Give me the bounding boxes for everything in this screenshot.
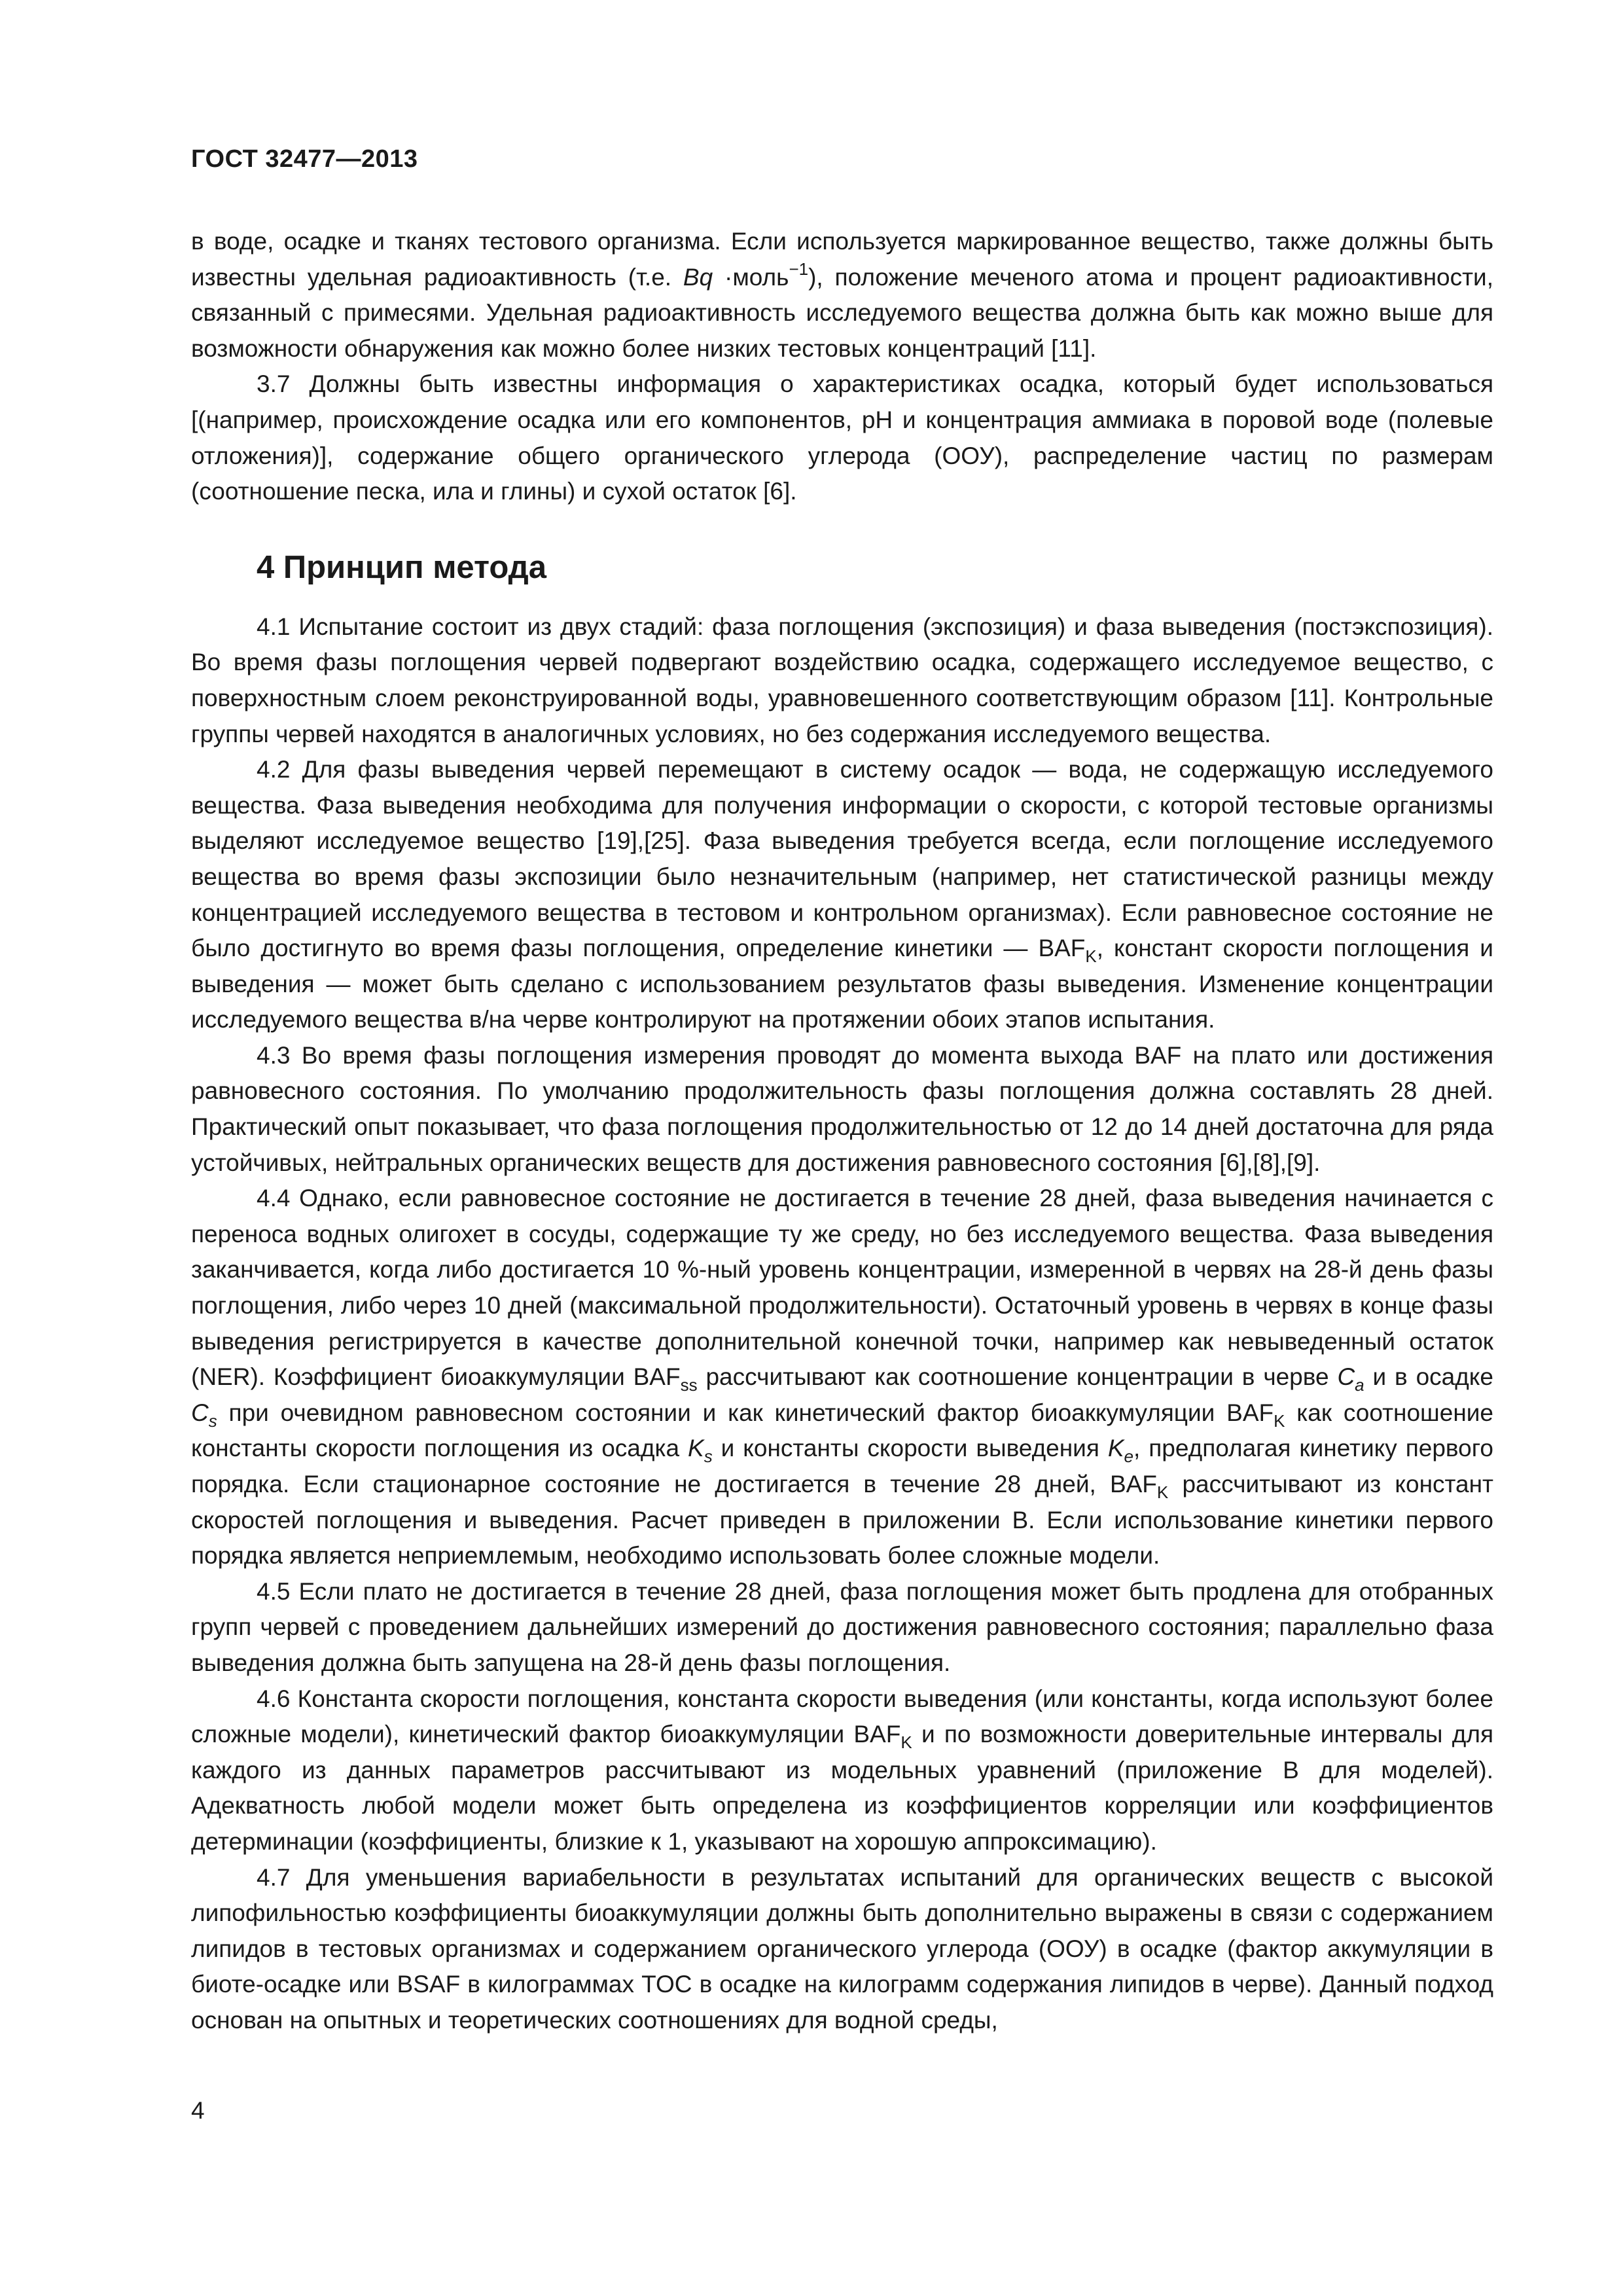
paragraph-4-2: 4.2 Для фазы выведения червей перемещают в систему осадок — вода, не содержащую исследуемого вещества. Фаза выведения необходима для получения информации о скорости, с которой тестовые организмы выделяют исследуемое вещество [19],[25]. Фаза выведения требуется всегда, если поглощение исследуемого вещества во время фазы экспозиции было незначительным (например, нет статистической разницы между концентрацией исследуемого вещества в тестовом и контрольном организмах). Если равновесное состояние не было достигнуто во время фазы поглощения, определение кинетики — $BAF_K$, констант скорости поглощения и выведения — может быть сделано с использованием результатов фазы выведения. Изменение концентрации исследуемого вещества в/на черве контролируют на протяжении обоих этапов испытания. <box>191 756 1493 1033</box>
paragraph-4-6: 4.6 Константа скорости поглощения, константа скорости выведения (или константы, когда используют более сложные модели), кинетический фактор биоаккумуляции $BAF_K$ и по возможности доверительные интервалы для каждого из данных параметров рассчитывают из модельных уравнений (приложение В для моделей). Адекватность любой модели может быть определена из коэффициентов корреляции или коэффициентов детерминации (коэффициенты, близкие к 1, указывают на хорошую аппроксимацию). <box>191 1685 1493 1855</box>
document-body <box>191 224 1493 2039</box>
paragraph-4-1: 4.1 Испытание состоит из двух стадий: фаза поглощения (экспозиция) и фаза выведения (постэкспозиция). Во время фазы поглощения червей подвергают воздействию осадка, содержащего исследуемое вещество, с поверхностным слоем реконструированной воды, уравновешенного соответствующим образом [11]. Контрольные группы червей находятся в аналогичных условиях, но без содержания исследуемого вещества. <box>191 613 1493 747</box>
paragraph-3-7: 3.7 Должны быть известны информация о характеристиках осадка, который будет использоваться [(например, происхождение осадка или его компонентов, pH и концентрация аммиака в поровой воде (полевые отложения)], содержание общего органического углерода (ООУ), распределение частиц по размерам (соотношение песка, ила и глины) и сухой остаток [6]. <box>191 370 1493 505</box>
page-number: 4 <box>191 2097 205 2124</box>
paragraph-intro: в воде, осадке и тканях тестового организма. Если используется маркированное вещество, также должны быть известны удельная радиоактивность (т.е. Bq ·моль$^{-1}$), положение меченого атома и процент радиоактивности, связанный с примесями. Удельная радиоактивность исследуемого вещества должна быть как можно выше для возможности обнаружения как можно более низких тестовых концентраций [11]. <box>191 228 1493 362</box>
document-header: ГОСТ 32477—2013 <box>191 145 418 173</box>
paragraph-4-7: 4.7 Для уменьшения вариабельности в результатах испытаний для органических веществ с высокой липофильностью коэффициенты биоаккумуляции должны быть дополнительно выражены в связи с содержанием липидов в тестовых организмах и содержанием органического углерода (ООУ) в осадке (фактор аккумуляции в биоте-осадке или BSAF в килограммах TOC в осадке на килограмм содержания липидов в черве). Данный подход основан на опытных и теоретических соотношениях для водной среды, <box>191 1863 1493 2034</box>
paragraph-4-4: 4.4 Однако, если равновесное состояние не достигается в течение 28 дней, фаза выведения начинается с переноса водных олигохет в сосуды, содержащие ту же среду, но без исследуемого вещества. Фаза выведения заканчивается, когда либо достигается 10 %-ный уровень концентрации, измеренной в червях на 28-й день фазы поглощения, либо через 10 дней (максимальной продолжительности). Остаточный уровень в червях в конце фазы выведения регистрируется в качестве дополнительной конечной точки, например как невыведенный остаток (NER). Коэффициент биоаккумуляции $BAF_{ss}$ рассчитывают как соотношение концентрации в черве $C_a$ и в осадке $C_s$ при очевидном равновесном состоянии и как кинетический фактор биоаккумуляции $BAF_K$ как соотношение константы скорости поглощения из осадка $K_s$ и константы скорости выведения $K_e$, предполагая кинетику первого порядка. Если стационарное состояние не достигается в течение 28 дней, $BAF_K$ рассчитывают из констант скоростей поглощения и выведения. Расчет приведен в приложении В. Если использование кинетики первого порядка является неприемлемым, необходимо использовать более сложные модели. <box>191 1185 1493 1570</box>
section-title-4: 4 Принцип метода <box>257 549 547 585</box>
paragraph-4-3: 4.3 Во время фазы поглощения измерения проводят до момента выхода BAF на плато или достижения равновесного состояния. По умолчанию продолжительность фазы поглощения должна составлять 28 дней. Практический опыт показывает, что фаза поглощения продолжительностью от 12 до 14 дней достаточна для ряда устойчивых, нейтральных органических веществ для достижения равновесного состояния [6],[8],[9]. <box>191 1041 1493 1176</box>
paragraph-4-5: 4.5 Если плато не достигается в течение 28 дней, фаза поглощения может быть продлена для отобранных групп червей с проведением дальнейших измерений до достижения равновесного состояния; параллельно фаза выведения должна быть запущена на 28-й день фазы поглощения. <box>191 1577 1493 1676</box>
